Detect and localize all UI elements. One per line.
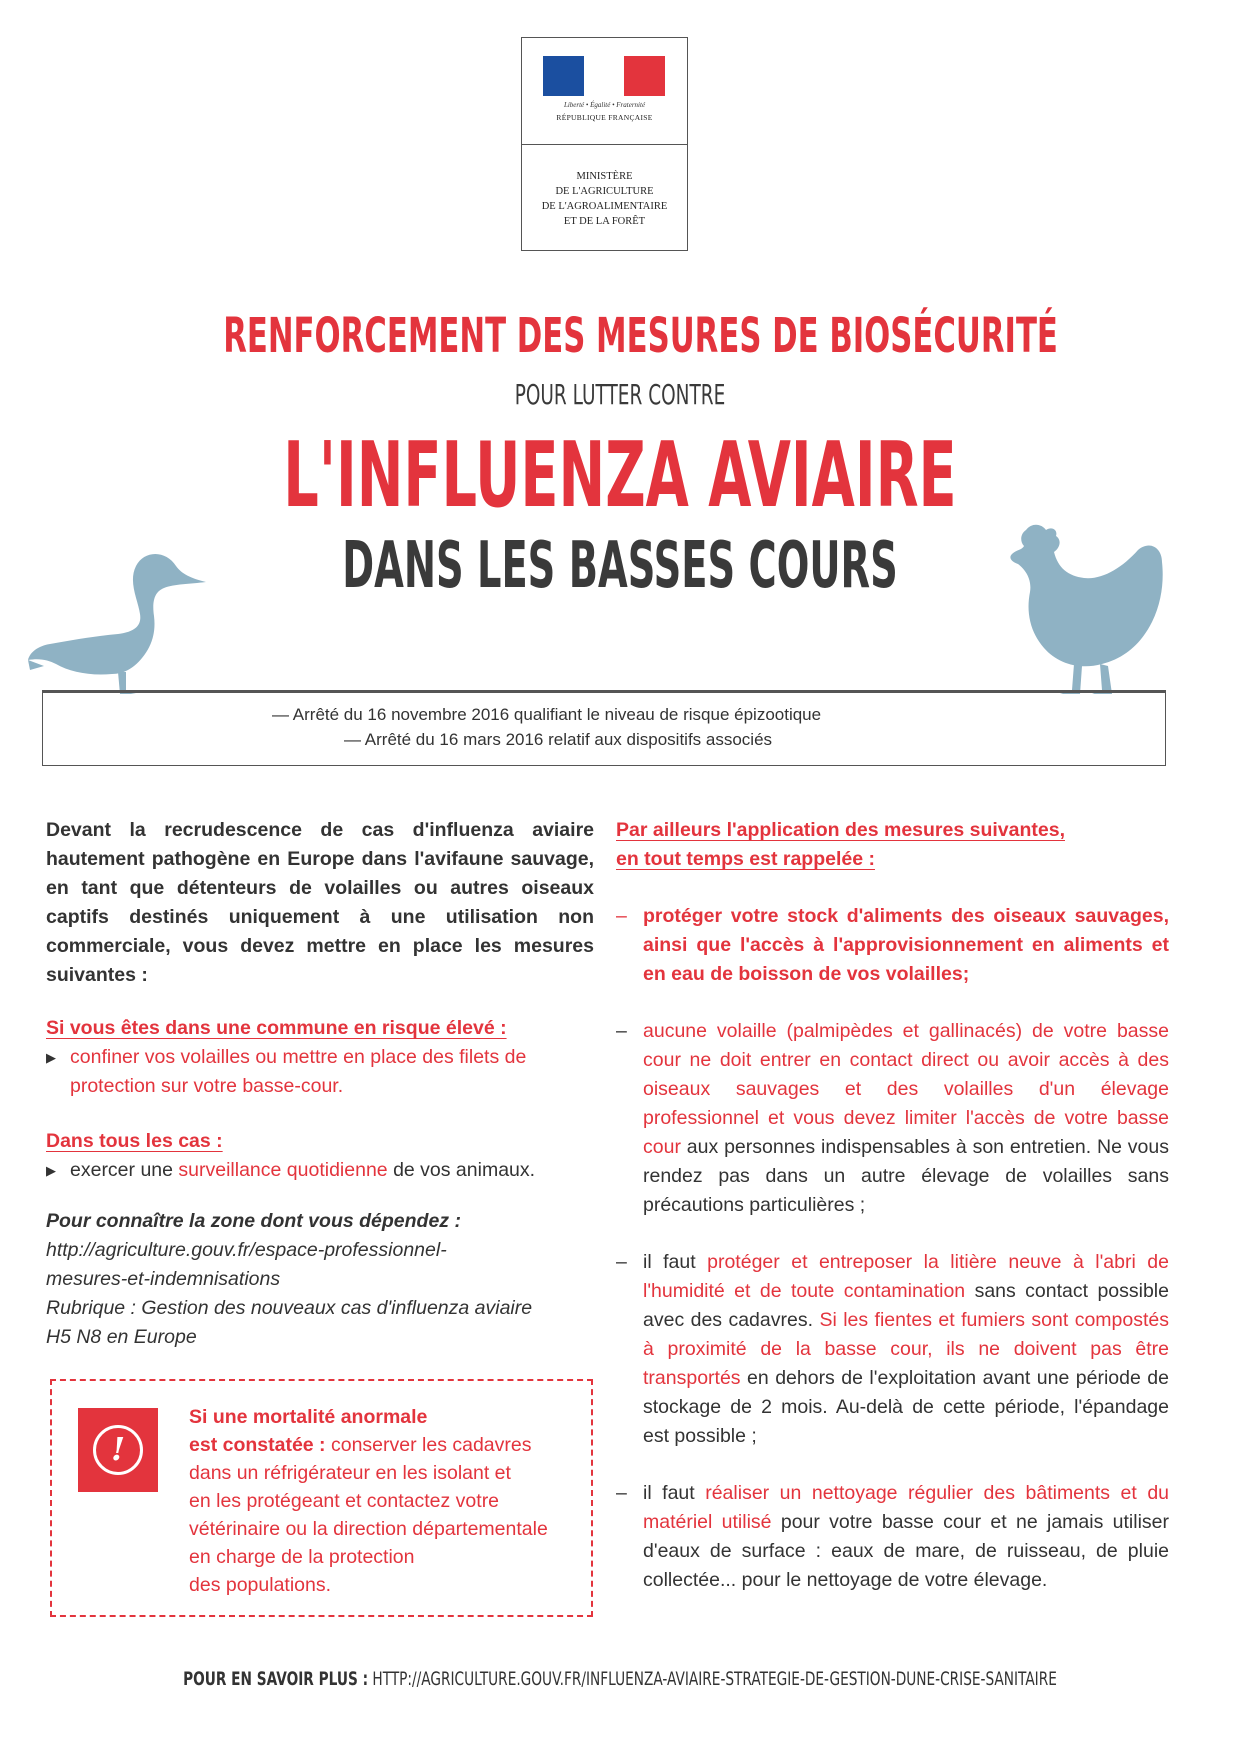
dash-bullet: –	[616, 1482, 627, 1504]
measure-item-3-red-1: protéger et entreposer la litière neuve à l'abri de l'humidité et de toute contamination	[643, 1251, 1169, 1302]
zone-rubrique-line-1: Rubrique : Gestion des nouveaux cas d'influenza aviaire	[46, 1297, 533, 1319]
all-cases-item	[46, 1156, 594, 1185]
measure-item-4-post: pour votre basse cour et ne jamais utiliser d'eaux de surface : eaux de mare, de ruisseau, de pluie collectée... pour le nettoyage de votre élevage.	[643, 1511, 1169, 1591]
high-risk-item-text: confiner vos volailles ou mettre en place des filets de protection sur votre basse-cour.	[70, 1046, 527, 1097]
dash-bullet: –	[616, 905, 627, 927]
measure-item-3	[616, 1248, 1169, 1451]
zone-rubrique-line-2: H5 N8 en Europe	[46, 1326, 197, 1348]
alert-line: vétérinaire ou la direction départementale	[189, 1518, 548, 1540]
republic-flag	[543, 56, 665, 96]
triangle-bullet-icon: ▶	[46, 1163, 56, 1178]
all-cases-text-red: surveillance quotidienne	[178, 1159, 388, 1181]
zone-url-line-1: http://agriculture.gouv.fr/espace-professionnel-	[46, 1239, 447, 1261]
measure-item-3-mid: sans contact possible avec des cadavres.	[643, 1280, 1169, 1331]
hen-icon	[1002, 518, 1172, 698]
measure-item-2-post: aux personnes indispensables à son entretien. Ne vous rendez pas dans un autre élevage de volailles sans précautions particulières ;	[643, 1136, 1169, 1216]
alert-line: dans un réfrigérateur en les isolant et	[189, 1462, 511, 1484]
intro-paragraph: Devant la recrudescence de cas d'influenza aviaire hautement pathogène en Europe dans l'avifaune sauvage, en tant que détenteurs de volailles ou autres oiseaux captifs destinés uniquement à une utilisation non commerciale, vous devez mettre en place les mesures suivantes :	[46, 819, 594, 986]
alert-bold-line: est constatée :	[189, 1434, 326, 1456]
title-line-3: L'INFLUENZA AVIAIRE	[283, 423, 957, 528]
high-risk-item	[46, 1043, 594, 1101]
decree-box	[42, 690, 1166, 766]
decree-line: — Arrêté du 16 mars 2016 relatif aux dispositifs associés	[344, 730, 773, 749]
triangle-bullet-icon: ▶	[46, 1050, 56, 1065]
logo-motto: Liberté • Égalité • Fraternité	[563, 101, 646, 109]
flag-red-band	[624, 56, 665, 96]
alert-line	[189, 1431, 579, 1459]
flag-blue-band	[543, 56, 584, 96]
footer-more-info	[174, 1668, 1067, 1690]
alert-line: en les protégeant et contactez votre	[189, 1490, 500, 1512]
high-risk-heading: Si vous êtes dans une commune en risque élevé :	[46, 1017, 507, 1039]
alert-bold-line: Si une mortalité anormale	[189, 1406, 428, 1428]
measure-item-3-post: en dehors de l'exploitation avant une période de stockage de 2 mois. Au-delà de cette période, l'épandage est possible ;	[643, 1367, 1169, 1447]
right-heading-line-1: Par ailleurs l'application des mesures suivantes,	[616, 819, 1065, 841]
all-cases-text-pre: exercer une	[70, 1159, 173, 1181]
ministry-logo	[521, 37, 688, 251]
measure-item-2-text	[643, 1017, 1169, 1220]
title-line-4: DANS LES BASSES COURS	[342, 529, 898, 603]
footer-label: POUR EN SAVOIR PLUS :	[183, 1668, 369, 1690]
measure-item-4-text	[643, 1479, 1169, 1595]
measure-item-3-text	[643, 1248, 1169, 1451]
title-line-2: POUR LUTTER CONTRE	[514, 378, 726, 411]
measure-item-3-red-2: Si les fientes et fumiers sont compostés à proximité de la basse cour, ils ne doivent pas être transportés	[643, 1309, 1169, 1389]
measure-item-2-red: aucune volaille (palmipèdes et gallinacés) de votre basse cour ne doit entrer en contact direct ou avoir accès à des oiseaux sauvages et des volailles d'un élevage professionnel et vous devez limiter l'accès de votre basse cour	[643, 1020, 1169, 1158]
logo-ministry-name: MINISTÈRE DE L'AGRICULTURE DE L'AGROALIMENTAIRE ET DE LA FORÊT	[541, 171, 668, 227]
measure-item-1-text: protéger votre stock d'aliments des oiseaux sauvages, ainsi que l'accès à l'approvisionnement en aliments et en eau de boisson de vos volailles;	[643, 905, 1169, 985]
duck-icon	[26, 548, 232, 698]
alert-line-text: conserver les cadavres	[330, 1434, 532, 1456]
zone-url-line-2: mesures-et-indemnisations	[46, 1268, 281, 1290]
dash-bullet: –	[616, 1251, 627, 1273]
measure-item-2	[616, 1017, 1169, 1220]
right-column	[616, 816, 1169, 1595]
title-line-1: RENFORCEMENT DES MESURES DE BIOSÉCURITÉ	[223, 308, 1058, 364]
measure-item-4-red: réaliser un nettoyage régulier des bâtiments et du matériel utilisé	[643, 1482, 1170, 1533]
logo-divider	[522, 144, 687, 145]
alert-line: des populations.	[189, 1574, 332, 1596]
left-column	[46, 816, 594, 1352]
measure-item-4-pre: il faut	[643, 1482, 695, 1504]
logo-republic: RÉPUBLIQUE FRANÇAISE	[556, 113, 653, 122]
alert-text	[189, 1403, 579, 1599]
all-cases-heading: Dans tous les cas :	[46, 1130, 223, 1152]
mortality-alert-box	[50, 1379, 593, 1617]
measure-item-3-pre: il faut	[643, 1251, 696, 1273]
zone-heading: Pour connaître la zone dont vous dépendez :	[46, 1210, 461, 1232]
decree-line: — Arrêté du 16 novembre 2016 qualifiant le niveau de risque épizootique	[272, 705, 822, 724]
footer-url[interactable]: HTTP://AGRICULTURE.GOUV.FR/INFLUENZA-AVIAIRE-STRATEGIE-DE-GESTION-DUNE-CRISE-SANITAIRE	[372, 1668, 1057, 1690]
exclamation-icon: !	[78, 1408, 158, 1492]
measure-item-4	[616, 1479, 1169, 1595]
dash-bullet: –	[616, 1020, 627, 1042]
alert-line: en charge de la protection	[189, 1546, 415, 1568]
flag-white-band	[584, 56, 625, 96]
all-cases-item-text	[70, 1156, 535, 1185]
all-cases-text-post: de vos animaux.	[393, 1159, 536, 1181]
right-heading-line-2: en tout temps est rappelée :	[616, 848, 875, 870]
measure-item-1	[616, 902, 1169, 989]
